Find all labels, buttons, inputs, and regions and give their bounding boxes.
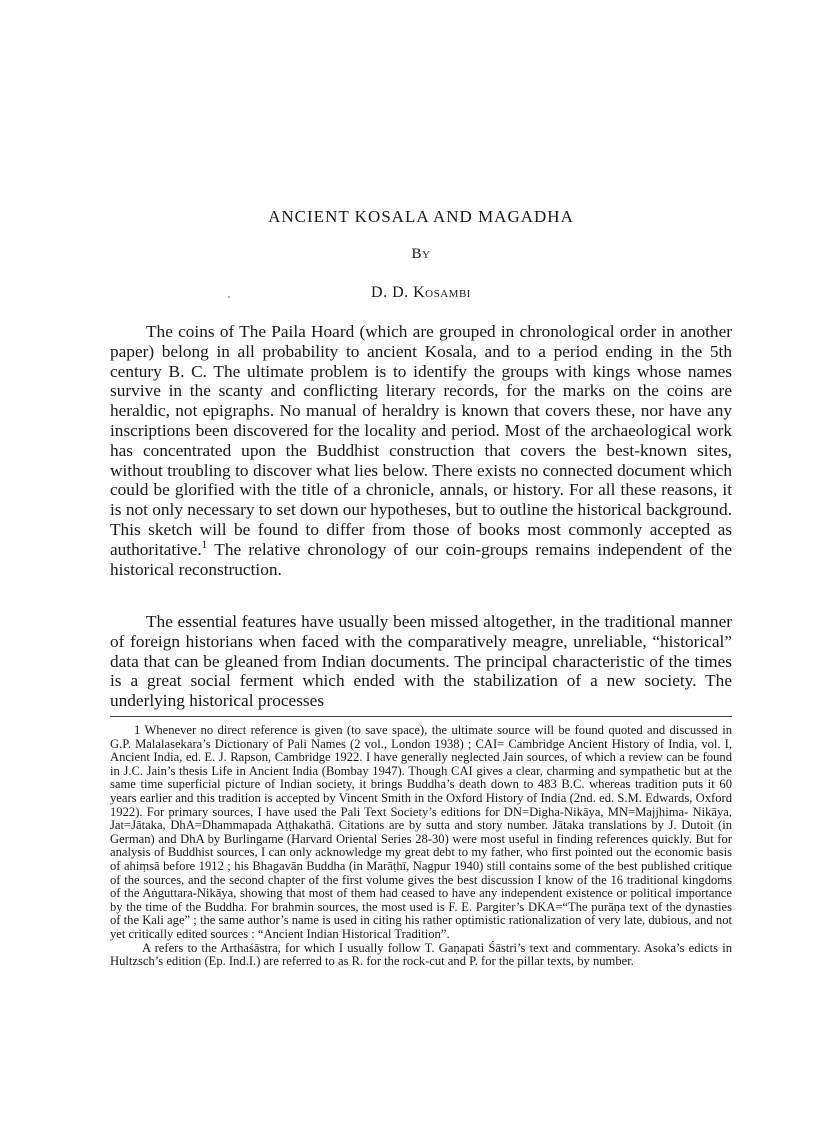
footnote-separator bbox=[110, 716, 732, 717]
paragraph-1 bbox=[110, 322, 732, 579]
byline: By bbox=[411, 246, 431, 262]
article-title: ANCIENT KOSALA AND MAGADHA bbox=[268, 207, 574, 226]
speck-mark bbox=[228, 296, 230, 298]
paragraph-1-text: The coins of The Paila Hoard (which are grouped in chronological order in another paper) belong in all probability to ancient Kosala, and to a period ending in the 5th century B. C. The ultimate problem is to identify the groups with kings whose names survive in the scanty and conflicting literary records, for the marks on the coins are heraldic, not epigraphs. No manual of heraldry is known that covers these, nor have any inscriptions been discovered for the locality and period. Most of the archaeological work has concentrated upon the Buddhist construction that covers the best-known sites, without troubling to discover what lies below. There exists no connected document which could be glorified with the title of a chronicle, annals, or history. For all these reasons, it is not only necessary to set down our hypotheses, but to outline the historical background. This sketch will be found to differ from those of books most commonly accepted as authoritative. bbox=[110, 322, 733, 559]
author-name: D. D. Kosambi bbox=[371, 284, 471, 301]
paragraph-1-tail: The relative chronology of our coin-groups remains independent of the historical reconstruction. bbox=[110, 539, 732, 579]
footnote-marker-1: 1 bbox=[201, 539, 208, 551]
footnotes bbox=[110, 724, 732, 969]
paragraph-2: The essential features have usually been missed altogether, in the traditional manner of foreign historians when faced with the comparatively meagre, unreliable, “historical” data that can be gleaned from Indian documents. The principal characteristic of the times is a great social ferment which ended with the stabilization of a new society. The underlying historical processes bbox=[110, 612, 732, 711]
footnote-1: 1 Whenever no direct reference is given (to save space), the ultimate source will be found quoted and discussed in G.P. Malalasekara’s Dictionary of Pali Names (2 vol., London 1938) ; CAI= Cambridge Ancient History of India, vol. I, Ancient India, ed. E. J. Rapson, Cambridge 1922. I have generally neglected Jain sources, of which a review can be found in J.C. Jain’s thesis Life in Ancient India (Bombay 1947). Though CAI gives a clear, charming and sympathetic but at the same time superficial picture of Indian society, it brings Buddha’s death down to 483 B.C. whereas tradition puts it 60 years earlier and this tradition is accepted by Vincent Smith in the Oxford History of India (2nd. ed. S.M. Edwards, Oxford 1922). For primary sources, I have used the Pali Text Society’s editions for DN=Digha-Nikāya, MN=Majjhima- Nikāya, Jat=Jātaka, DhA=Dhammapada Aṭṭhakathā. Citations are by sutta and story number. Jātaka translations by J. Dutoit (in German) and DhA by Burlingame (Harvard Oriental Series 28-30) were most useful in finding references quickly. But for analysis of Buddhist sources, I can only acknowledge my great debt to my father, who first pointed out the economic basis of ahiṃsā before 1912 ; his Bhagavān Buddha (in Marāṭhī, Nagpur 1940) still contains some of the best published critique of the sources, and the second chapter of the first volume gives the best discussion I know of the 16 traditional kingdoms of the Aṅguttara-Nikāya, showing that most of them had ceased to have any independent existence or political importance by the time of the Buddha. For brahmin sources, the most used is F. E. Pargiter’s DKA=“The purāṇa text of the dynasties of the Kali age” ; the same author’s name is used in citing his rather optimistic rationalization of very late, dubious, and not yet critically edited sources : “Ancient Indian Historical Tradition”. bbox=[110, 723, 732, 941]
footnote-2: A refers to the Arthaśāstra, for which I usually follow T. Gaṇapati Śāstri’s text and commentary. Asoka’s edicts in Hultzsch’s edition (Ep. Ind.I.) are referred to as R. for the rock-cut and P. for the pillar texts, by number. bbox=[110, 940, 732, 969]
